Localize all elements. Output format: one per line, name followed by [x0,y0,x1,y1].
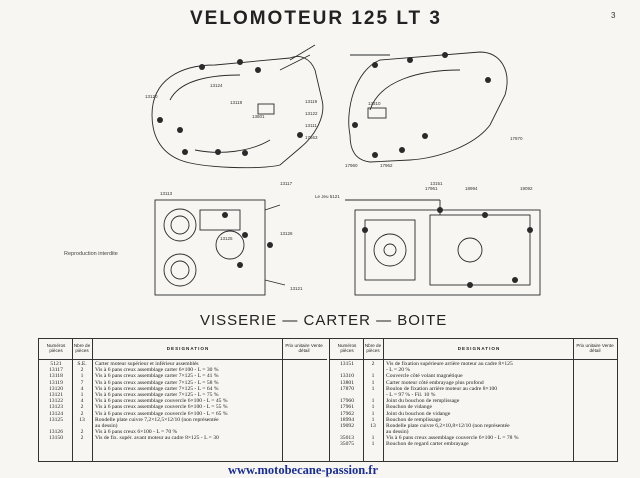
part-description: Joint du bouchon de remplissage [386,398,460,405]
part-quantity: 1 [371,385,375,392]
diagram-label: 13113 [160,191,173,196]
part-number: 35075 [340,441,354,448]
part-number: 13125 [49,416,63,423]
part-description: Carter moteur côté embrayage plus profond [386,379,484,386]
diagram-label: 13111 [305,123,317,128]
table-header [330,339,618,360]
part-number: 19092 [340,422,354,429]
header-prix: Prix unitaire Vente détail [285,343,323,353]
part-description: Couvercle côté volant magnétique [386,373,463,380]
part-number: 13126 [49,429,63,436]
part-description: Vis à 6 pans creux assemblage carter 7×125 - L = 64 % [95,385,219,392]
diagram-label: 13121 [290,286,303,291]
part-number: 13122 [49,398,63,405]
part-description: - L = 20 % [386,367,411,374]
part-quantity: 2 [80,429,84,436]
header-designation: DESIGNATION [166,346,210,351]
table-body [39,361,327,441]
diagram-label: 19092 [520,186,533,191]
part-quantity: 1 [371,410,375,417]
part-description: Vis à 6 pans creux assemblage couvercle 6×100 - L = 45 % [95,398,228,405]
part-number: 13120 [49,385,63,392]
header-numero: Numéros pièces [337,343,357,353]
part-number: 13310 [340,373,354,380]
part-description: - L = 97 % - Fil. 10 % [386,391,436,398]
part-quantity: 2 [80,367,84,374]
part-number: 13119 [49,379,63,386]
part-description: Vis à 6 pans creux assemblage couvercle 6×100 - L = 55 % [95,404,228,411]
part-quantity: 2 [80,410,84,417]
part-number: 17870 [340,385,354,392]
part-number: 13117 [49,367,63,374]
diagram-label: 17961 [425,186,438,191]
parts-table-left [39,339,327,461]
part-quantity: 4 [80,398,84,405]
part-number: 17960 [340,398,354,405]
part-description: Carter moteur supérieur et inférieur assemblés [95,361,199,367]
diagram-label: 13117 [280,181,293,186]
part-number: 13801 [340,379,354,386]
part-quantity: 1 [371,373,375,380]
part-number: 17961 [340,404,354,411]
part-quantity: 1 [371,398,375,405]
part-description: Vis de fixation supérieure arrière moteur au cadre 8×125 [386,361,513,367]
website-link[interactable]: www.motobecane-passion.fr [228,463,378,477]
part-number: 13124 [49,410,63,417]
part-number: 13123 [49,404,63,411]
part-description: Vis à 6 pans creux assemblage couvercle 6×100 - L = 78 % [386,435,519,442]
diagram-label: 13124 [210,83,223,88]
parts-list [38,338,618,462]
reproduction-notice: Reproduction interdite [64,251,118,257]
diagram-label: 13120 [145,94,158,99]
diagram-label: 13119 [305,99,318,104]
table-body [330,361,618,448]
part-description: Vis à 6 pans creux 6×100 - L = 70 % [95,429,178,436]
part-quantity: 2 [80,404,84,411]
part-quantity: 13 [79,416,85,423]
diagram-label: 13118 [230,100,243,105]
part-description: au dessin) [386,429,409,436]
part-quantity: 1 [371,416,375,423]
part-description: Vis à 6 pans creux assemblage carter 6×100 - L = 30 % [95,367,219,374]
parts-table-right [329,339,618,461]
part-number: 18994 [340,416,354,423]
part-number: 13151 [340,361,354,367]
diagram-label: 13310 [368,101,381,106]
part-number: 13118 [49,373,63,380]
part-quantity: 2 [371,361,375,367]
header-designation: DESIGNATION [457,346,501,351]
table-row [39,435,327,441]
part-quantity: 2 [80,435,84,442]
part-description: Rondelle plate cuivre 6,2×10,8×12/10 (non représentée [386,422,510,429]
diagram-label: 13126 [280,231,293,236]
part-quantity: 1 [80,391,84,398]
part-number: 17962 [340,410,354,417]
part-description: Vis de fix. supér. avant moteur au cadre 8×125 - L = 30 [95,435,219,442]
part-description: Vis à 6 pans creux assemblage carter 7×125 - L = 58 % [95,379,219,386]
part-description: Bouchon de vidange [386,404,432,411]
diagram-label: 13125 [220,236,233,241]
diagram-label: 13151 [430,181,443,186]
part-quantity: 4 [80,385,84,392]
part-description: Vis à 6 pans creux assemblage carter 7×125 - L = 41 % [95,373,219,380]
diagram-label: 17960 [345,163,358,168]
part-quantity: 1 [371,379,375,386]
section-title: VISSERIE — CARTER — BOITE [200,312,448,329]
part-description: Joint du bouchon de vidange [386,410,451,417]
part-description: Rondelle plate cuivre 7,2×12,5×12/10 (non représentée [95,416,219,423]
diagram-label: 17870 [510,136,523,141]
part-quantity: 7 [80,379,84,386]
diagram-label: 13122 [305,111,318,116]
part-quantity: 1 [371,435,375,442]
part-description: Bouchon de regard carter embrayage [386,441,469,448]
diagram-label: 17962 [380,163,393,168]
part-description: Vis à 6 pans creux assemblage carter 7×125 - L = 75 % [95,391,219,398]
part-quantity: S.E. [77,361,87,367]
header-numero: Numéros pièces [46,343,66,353]
diagram-label: 18994 [465,186,478,191]
part-quantity: 1 [80,373,84,380]
part-number: 13150 [49,435,63,442]
part-description: au dessin) [95,422,118,429]
engine-case-diagram [140,40,560,305]
diagram-label: 13801 [252,114,265,119]
page-title: VELOMOTEUR 125 LT 3 [190,8,442,29]
header-nombre: Nbre de pièces [73,343,91,353]
part-number: 5121 [50,361,62,367]
part-description: Boulon de fixation arrière moteur au cadre 8×100 [386,385,498,392]
page-number: 3 [611,11,616,20]
part-description: Bouchon de remplissage [386,416,441,423]
part-number: 35013 [340,435,354,442]
diagram-label: Le Jeu 5121 [315,194,340,199]
table-header [39,339,327,360]
header-nombre: Nbre de pièces [364,343,382,353]
part-number: 13121 [49,391,63,398]
part-quantity: 1 [371,441,375,448]
header-prix: Prix unitaire Vente détail [576,343,614,353]
part-quantity: 1 [371,404,375,411]
table-row [330,441,618,447]
diagram-label: 17663 [305,135,318,140]
part-quantity: 13 [370,422,376,429]
part-description: Vis à 6 pans creux assemblage couvercle 6×100 - L = 65 % [95,410,228,417]
